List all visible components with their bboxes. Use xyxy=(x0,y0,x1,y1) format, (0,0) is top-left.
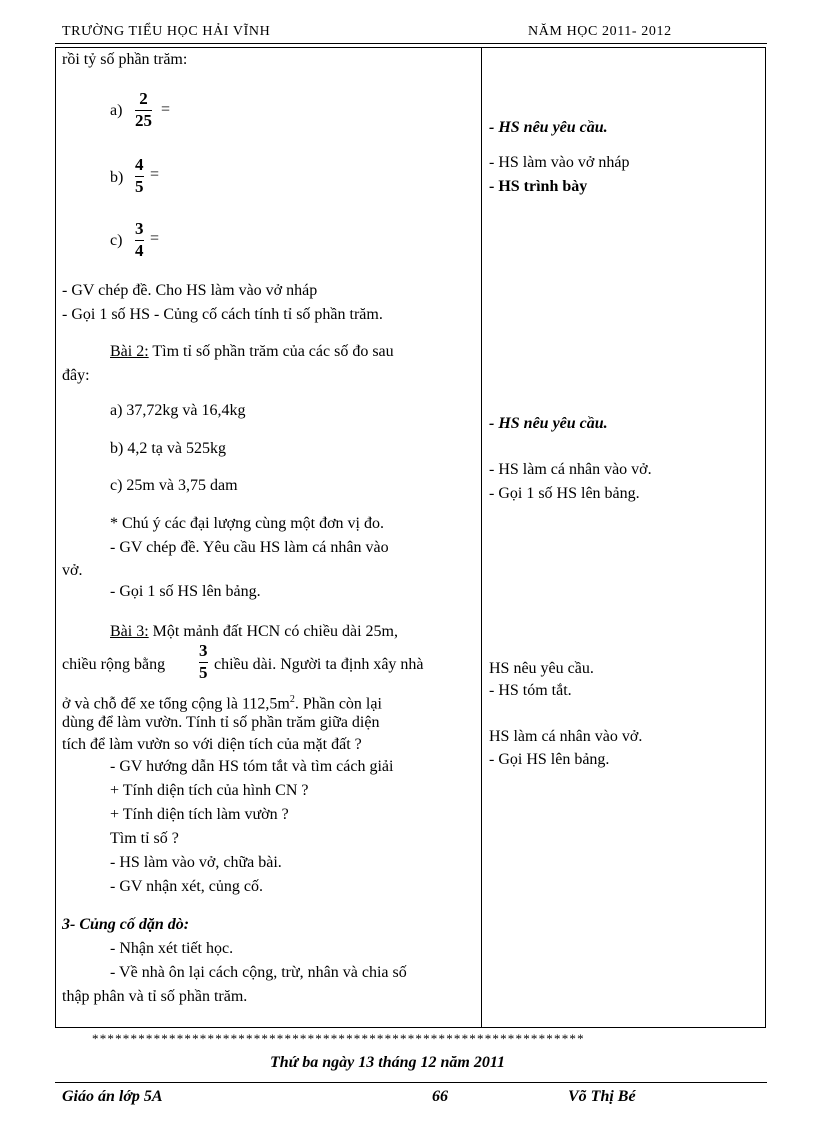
bai3-heading xyxy=(110,622,398,641)
right-note-2: - HS làm vào vở nháp xyxy=(489,154,630,171)
step-5: - HS làm vào vở, chữa bài. xyxy=(110,854,282,871)
ex1-b-den: 5 xyxy=(135,177,144,196)
right-note-7: HS nêu yêu cầu. xyxy=(489,660,594,677)
right-note-4: - HS nêu yêu cầu. xyxy=(489,415,608,432)
ex1-c-label: c) xyxy=(110,232,123,249)
ex1-b-eq: = xyxy=(150,166,160,183)
section3-item-2: - Về nhà ôn lại cách cộng, trừ, nhân và chia số xyxy=(110,964,407,981)
bai3-fraction xyxy=(199,642,208,682)
right-note-10: - Gọi HS lên bảng. xyxy=(489,751,610,768)
bai3-post: chiều dài. Người ta định xây nhà xyxy=(214,656,424,673)
page-number: 66 xyxy=(432,1088,448,1105)
bai3-pre: chiều rộng bằng xyxy=(62,656,166,673)
step-4: Tìm tỉ số ? xyxy=(110,830,179,847)
ex1-c-eq: = xyxy=(150,230,160,247)
step-1: - GV hướng dẫn HS tóm tắt và tìm cách giải xyxy=(110,758,394,775)
footer-divider xyxy=(55,1082,767,1083)
ex1-a-label: a) xyxy=(110,102,123,119)
bai2-text: Tìm tỉ số phần trăm của các số đo sau xyxy=(148,343,394,360)
bai2-heading xyxy=(110,342,394,361)
school-name: TRƯỜNG TIỂU HỌC HẢI VĨNH xyxy=(62,24,271,39)
star-separator: **************************************************************** xyxy=(92,1031,585,1046)
bai3-line5: tích để làm vườn so với diện tích của mặt đất ? xyxy=(62,736,362,753)
ex1-a-num: 2 xyxy=(139,89,148,108)
right-note-6: - Gọi 1 số HS lên bảng. xyxy=(489,485,640,502)
header-divider xyxy=(55,43,767,44)
gv-note-1: - GV chép đề. Cho HS làm vào vở nháp xyxy=(62,282,318,299)
bai3-line3b: . Phần còn lại xyxy=(294,695,382,713)
ex1-c-den: 4 xyxy=(135,241,144,260)
ex1-b-label: b) xyxy=(110,169,124,186)
right-note-1: - HS nêu yêu cầu. xyxy=(489,119,608,136)
footer-class: Giáo án lớp 5A xyxy=(62,1088,163,1105)
bai3-line4: dùng để làm vườn. Tính tỉ số phần trăm giữa diện xyxy=(62,714,380,731)
step-2: + Tính diện tích của hình CN ? xyxy=(110,782,309,799)
bai2-item-c: c) 25m và 3,75 dam xyxy=(110,477,238,494)
section3-item-1: - Nhận xét tiết học. xyxy=(110,940,234,957)
intro-text: rồi tỷ số phần trăm: xyxy=(62,51,188,68)
bai3-den: 5 xyxy=(199,663,208,682)
ex1-b-num: 4 xyxy=(135,155,144,174)
bai3-line3 xyxy=(62,690,382,713)
bai3-line3a: ở và chỗ để xe tổng cộng là 112,5m xyxy=(62,695,290,713)
column-divider xyxy=(481,47,482,1028)
bai2-cont: đây: xyxy=(62,367,90,384)
bai3-label: Bài 3: xyxy=(110,623,149,640)
ex1-c-num: 3 xyxy=(135,219,144,238)
right-note-9: HS làm cá nhân vào vở. xyxy=(489,728,643,745)
bai2-item-a: a) 37,72kg và 16,4kg xyxy=(110,402,246,419)
school-year: NĂM HỌC 2011- 2012 xyxy=(528,24,672,39)
gv-note-3: - GV chép đề. Yêu cầu HS làm cá nhân vào xyxy=(110,539,389,556)
bai2-label: Bài 2: xyxy=(110,343,149,360)
step-3: + Tính diện tích làm vườn ? xyxy=(110,806,289,823)
ex1-a-fraction xyxy=(135,90,152,130)
section3-item-3: thập phân và tỉ số phần trăm. xyxy=(62,988,248,1005)
bai3-line1: Một mảnh đất HCN có chiều dài 25m, xyxy=(148,623,398,640)
ex1-a-eq: = xyxy=(161,101,171,118)
ex1-b-fraction xyxy=(135,156,144,196)
gv-note-4: - Gọi 1 số HS lên bảng. xyxy=(110,583,261,600)
unit-note: * Chú ý các đại lượng cùng một đơn vị đo. xyxy=(110,515,384,532)
ex1-c-fraction xyxy=(135,220,144,260)
right-note-3: - HS trình bày xyxy=(489,178,588,195)
step-6: - GV nhận xét, củng cố. xyxy=(110,878,263,895)
date-line: Thứ ba ngày 13 tháng 12 năm 2011 xyxy=(270,1054,505,1071)
bai3-sup: 2 xyxy=(289,694,295,705)
footer-author: Võ Thị Bé xyxy=(568,1088,636,1105)
bai2-item-b: b) 4,2 tạ và 525kg xyxy=(110,440,226,457)
ex1-a-den: 25 xyxy=(135,111,152,130)
section3-heading: 3- Củng cố dặn dò: xyxy=(62,916,190,933)
gv-note-3-cont: vở. xyxy=(62,562,83,579)
bai3-num: 3 xyxy=(199,641,208,660)
gv-note-2: - Gọi 1 số HS - Củng cố cách tính tỉ số phần trăm. xyxy=(62,306,383,323)
right-note-5: - HS làm cá nhân vào vở. xyxy=(489,461,652,478)
right-note-8: - HS tóm tắt. xyxy=(489,682,572,699)
